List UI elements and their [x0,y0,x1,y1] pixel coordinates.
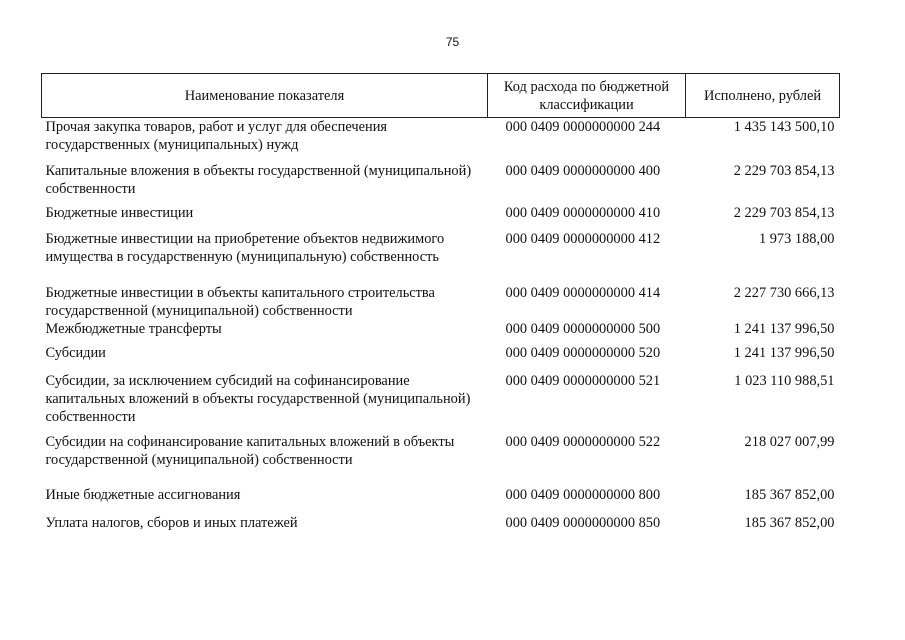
row-code: 000 0409 0000000000 520 [505,344,661,361]
table-row [42,118,840,162]
row-name: Бюджетные инвестиции [45,204,194,221]
row-amount: 2 229 703 854,13 [733,204,835,221]
row-code: 000 0409 0000000000 500 [505,320,661,337]
header-expense-code: Код расхода по бюджетной классификации [488,74,686,118]
row-amount: 1 023 110 988,51 [734,372,835,389]
table-header [42,74,840,118]
table-row [42,230,840,284]
row-amount: 2 229 703 854,13 [733,162,835,179]
row-code: 000 0409 0000000000 410 [505,204,661,221]
table-row [42,204,840,230]
row-name: Субсидии, за исключением субсидий на софинансирование капитальных вложений в объекты государственной (муниципальной) собственности [45,372,471,425]
row-amount: 1 435 143 500,10 [733,119,835,135]
row-name: Прочая закупка товаров, работ и услуг для обеспечения государственных (муниципальных) нужд [45,119,388,153]
row-code: 000 0409 0000000000 850 [505,514,661,531]
expenditure-table [41,73,840,538]
row-amount: 1 241 137 996,50 [733,344,835,361]
table-row [42,372,840,433]
table-row [42,344,840,372]
table-row [42,433,840,486]
row-name: Иные бюджетные ассигнования [45,486,241,503]
row-code: 000 0409 0000000000 400 [505,162,661,179]
header-indicator-name: Наименование показателя [42,74,488,118]
table-row [42,486,840,514]
table-row [42,514,840,538]
row-amount: 185 367 852,00 [744,514,835,531]
row-amount: 185 367 852,00 [744,486,835,503]
row-name: Бюджетные инвестиции в объекты капитального строительства государственной (муниципальной) собственности [45,284,435,319]
row-name: Межбюджетные трансферты [45,320,222,337]
row-name: Уплата налогов, сборов и иных платежей [45,514,298,531]
row-code: 000 0409 0000000000 412 [505,230,661,247]
row-amount: 218 027 007,99 [744,433,835,450]
row-amount: 1 241 137 996,50 [733,320,835,337]
table-row [42,284,840,320]
table-row [42,162,840,204]
row-code: 000 0409 0000000000 521 [505,372,661,389]
row-code: 000 0409 0000000000 414 [505,284,661,301]
header-executed-amount: Исполнено, рублей [686,74,840,118]
row-name: Капитальные вложения в объекты государственной (муниципальной) собственности [45,162,472,197]
row-name: Субсидии на софинансирование капитальных вложений в объекты государственной (муниципальной) собственности [45,433,455,468]
table-body [42,118,840,538]
row-code: 000 0409 0000000000 522 [505,433,661,450]
header-row [42,74,840,118]
page-number: 75 [445,35,460,49]
row-amount: 1 973 188,00 [758,230,835,247]
row-name: Субсидии [45,344,106,361]
row-name: Бюджетные инвестиции на приобретение объектов недвижимого имущества в государственную (муниципальную) собственность [45,230,445,265]
row-code: 000 0409 0000000000 800 [505,486,661,503]
table-row [42,320,840,344]
row-code: 000 0409 0000000000 244 [505,119,661,135]
row-amount: 2 227 730 666,13 [733,284,835,301]
